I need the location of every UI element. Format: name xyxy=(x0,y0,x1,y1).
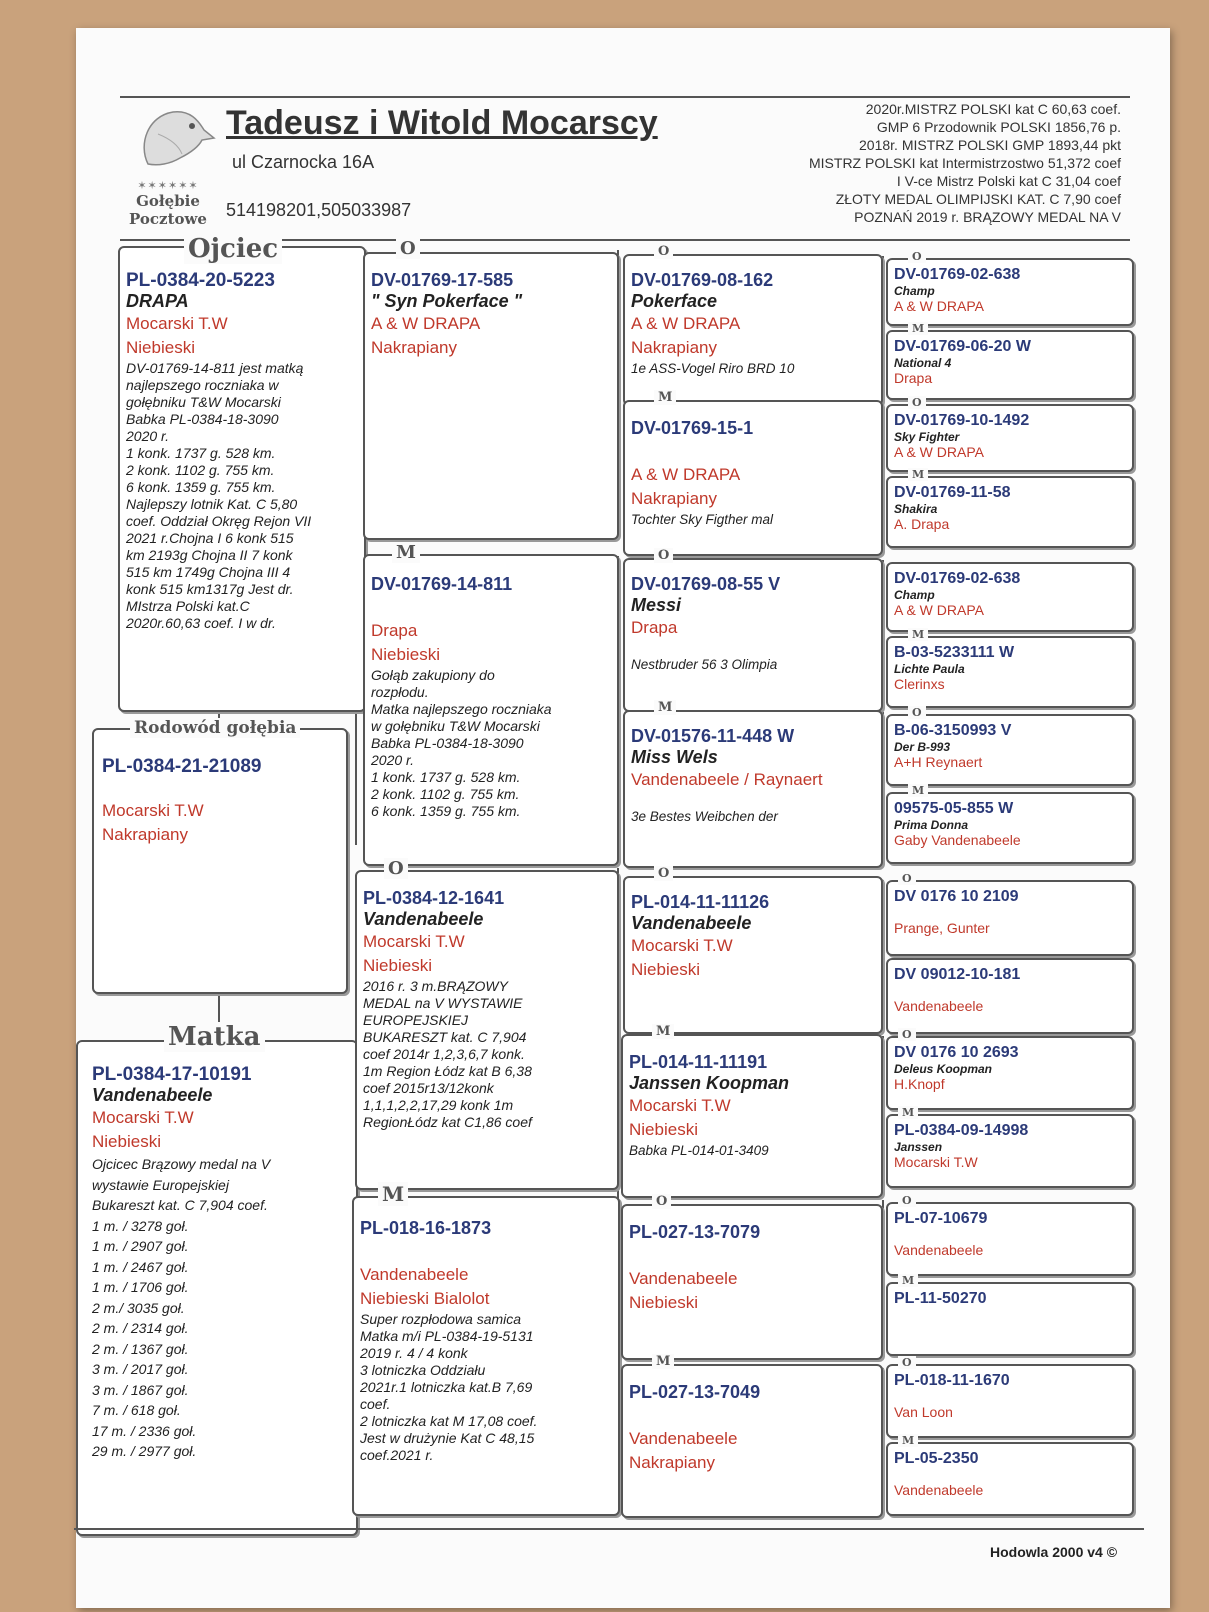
sex-label-o: O xyxy=(908,250,926,263)
pedigree-name: Der B-993 xyxy=(894,740,951,754)
pedigree-owner: Drapa xyxy=(631,618,678,637)
pedigree-notes: Babka PL-014-01-3409 xyxy=(629,1143,769,1158)
pedigree-owner: Mocarski T.W xyxy=(629,1096,731,1115)
gen4-card[interactable] xyxy=(886,1364,1134,1438)
mother-color: Niebieski xyxy=(92,1132,161,1151)
pedigree-notes: Nestbruder 56 3 Olimpia xyxy=(631,657,778,672)
father-ring: PL-0384-20-5223 xyxy=(126,270,275,291)
gen4-card[interactable] xyxy=(886,792,1134,864)
pedigree-ring: PL-018-16-1873 xyxy=(360,1218,492,1238)
father-name: DRAPA xyxy=(126,291,189,311)
subject-card[interactable] xyxy=(92,728,348,994)
achievements-list xyxy=(681,100,1121,226)
pedigree-name: Champ xyxy=(894,588,935,602)
pigeon-head-icon xyxy=(118,104,218,174)
pedigree-owner: H.Knopf xyxy=(894,1076,945,1092)
pedigree-owner: Vandenabeele xyxy=(894,998,984,1014)
pedigree-owner: Vandenabeele / Raynaert xyxy=(631,770,823,789)
pedigree-color: Niebieski xyxy=(631,960,700,979)
logo-text-line2: Pocztowe xyxy=(129,210,207,228)
pedigree-notes: 3e Bestes Weibchen der xyxy=(631,809,778,824)
pedigree-color: Niebieski xyxy=(363,956,432,975)
pedigree-notes: Gołąb zakupiony do rozpłodu. Matka najlepszego roczniaka w gołębniku T&W Mocarski Babka PL-0384-18-3090 2020 r. 1 konk. 1737 g. 528 km. 2 konk. 1102 g. 755 km. 6 konk. 1359 g. 755 km. xyxy=(371,667,552,819)
pedigree-color: Nakrapiany xyxy=(629,1453,715,1472)
pedigree-ring: PL-0384-09-14998 xyxy=(894,1122,1029,1139)
breeder-phone: 514198201,505033987 xyxy=(226,200,412,220)
pedigree-name: Champ xyxy=(894,284,935,298)
pedigree-ring: DV-01769-17-585 xyxy=(371,270,514,290)
achievement-item: POZNAŃ 2019 r. BRĄZOWY MEDAL NA V xyxy=(854,209,1121,225)
gen4-card[interactable] xyxy=(886,958,1134,1034)
father-color: Niebieski xyxy=(126,338,195,357)
pedigree-name: Janssen xyxy=(894,1140,943,1154)
footer-rule xyxy=(74,1528,1144,1530)
gen3-card[interactable] xyxy=(623,558,883,712)
gen4-card[interactable] xyxy=(886,1036,1134,1110)
pedigree-ring: B-03-5233111 W xyxy=(894,644,1015,661)
pedigree-owner: A & W DRAPA xyxy=(631,465,741,484)
sex-label-m: M xyxy=(898,1274,918,1287)
software-credit: Hodowla 2000 v4 © xyxy=(990,1544,1118,1560)
pedigree-owner: Vandenabeele xyxy=(629,1429,738,1448)
achievement-item: 2018r. MISTRZ POLSKI GMP 1893,44 pkt xyxy=(859,137,1121,153)
gen4-card[interactable] xyxy=(886,476,1134,548)
pedigree-ring: DV-01769-06-20 W xyxy=(894,338,1031,355)
sex-label-m: M xyxy=(908,784,928,797)
sex-label-m: M xyxy=(378,1182,408,1206)
pedigree-ring: DV-01769-08-162 xyxy=(631,270,774,290)
pedigree-name xyxy=(894,1390,1128,1404)
pedigree-ring: DV 0176 10 2693 xyxy=(894,1044,1019,1061)
granddam-maternal-card[interactable] xyxy=(352,1196,620,1516)
pedigree-owner: A. Drapa xyxy=(894,516,950,532)
pedigree-name: Vandenabeele xyxy=(631,913,752,933)
gen4-card[interactable] xyxy=(886,404,1134,472)
gen4-card[interactable] xyxy=(886,1282,1134,1356)
pedigree-name: Shakira xyxy=(894,502,938,516)
pedigree-ring: DV-01576-11-448 W xyxy=(631,726,795,746)
pedigree-ring: PL-027-13-7079 xyxy=(629,1222,761,1242)
pedigree-name: Janssen Koopman xyxy=(629,1073,790,1093)
sex-label-m: M xyxy=(654,390,676,405)
grandsire-maternal-card[interactable] xyxy=(355,870,619,1190)
pedigree-color: Niebieski xyxy=(629,1293,698,1312)
pedigree-owner: Gaby Vandenabeele xyxy=(894,832,1021,848)
pedigree-owner: Mocarski T.W xyxy=(363,932,465,951)
pedigree-ring: PL-014-11-11191 xyxy=(629,1052,768,1072)
pedigree-name xyxy=(629,1403,875,1427)
pedigree-ring: PL-0384-12-1641 xyxy=(363,888,505,908)
sex-label-o: O xyxy=(396,238,420,259)
pedigree-name: Deleus Koopman xyxy=(894,1062,993,1076)
pedigree-ring: PL-07-10679 xyxy=(894,1210,988,1227)
pedigree-name xyxy=(894,1468,1128,1482)
pedigree-ring: DV-01769-14-811 xyxy=(371,574,513,594)
pedigree-owner: A & W DRAPA xyxy=(894,298,984,314)
gen4-card[interactable] xyxy=(886,258,1134,326)
sex-label-o: O xyxy=(898,872,916,885)
gen4-card[interactable] xyxy=(886,880,1134,956)
sex-label-o: O xyxy=(898,1356,916,1369)
pedigree-notes: 1e ASS-Vogel Riro BRD 10 xyxy=(631,361,795,376)
pedigree-name xyxy=(629,1243,875,1267)
pedigree-notes: 2016 r. 3 m.BRĄZOWY MEDAL na V WYSTAWIE EUROPEJSKIEJ BUKARESZT kat. C 7,904 coef 2014r 1,2,3,6,7 konk. 1m Region Łódz kat B 6,38 coef 2015r13/12konk 1,1,1,2,2,17,29 konk 1m RegionŁódz kat C1,86 coef xyxy=(363,978,532,1130)
pedigree-owner: Drapa xyxy=(894,370,933,386)
sex-label-m: M xyxy=(654,700,676,715)
pedigree-ring: 09575-05-855 W xyxy=(894,800,1014,817)
gen3-card[interactable] xyxy=(623,254,883,406)
gen3-card[interactable] xyxy=(621,1204,883,1360)
pedigree-color: Niebieski Bialolot xyxy=(360,1289,490,1308)
mother-card[interactable] xyxy=(76,1040,358,1536)
pedigree-name xyxy=(631,439,875,463)
pedigree-ring: DV-01769-02-638 xyxy=(894,570,1021,587)
mother-ring: PL-0384-17-10191 xyxy=(92,1064,252,1085)
pedigree-ring: DV-01769-02-638 xyxy=(894,266,1021,283)
pedigree-name xyxy=(360,1239,612,1263)
achievement-item: 2020r.MISTRZ POLSKI kat C 60,63 coef. xyxy=(865,101,1121,117)
mother-owner: Mocarski T.W xyxy=(92,1108,194,1127)
sex-label-o: O xyxy=(654,244,673,259)
pedigree-name: Messi xyxy=(631,595,682,615)
sex-label-o: O xyxy=(384,858,408,879)
pedigree-name xyxy=(894,1228,1128,1242)
gen3-card[interactable] xyxy=(623,876,883,1034)
pedigree-name xyxy=(371,595,611,619)
achievement-item: I V-ce Mistrz Polski kat C 31,04 coef xyxy=(896,173,1121,189)
pedigree-ring: PL-014-11-11126 xyxy=(631,892,770,912)
pedigree-owner: Clerinxs xyxy=(894,676,945,692)
pedigree-owner: Vandenabeele xyxy=(629,1269,738,1288)
sex-label-m: M xyxy=(898,1434,918,1447)
breeder-title: Tadeusz i Witold Mocarscy xyxy=(226,104,658,142)
gen4-card[interactable] xyxy=(886,1202,1134,1276)
mother-label: Matka xyxy=(164,1022,265,1052)
breeder-address: ul Czarnocka 16A xyxy=(232,152,375,172)
pedigree-name: " Syn Pokerface " xyxy=(371,291,523,311)
subject-ring: PL-0384-21-21089 xyxy=(102,756,262,777)
pedigree-owner: Mocarski T.W xyxy=(894,1154,978,1170)
pedigree-color: Nakrapiany xyxy=(631,338,717,357)
mother-name: Vandenabeele xyxy=(92,1085,213,1105)
pedigree-owner: A & W DRAPA xyxy=(894,602,984,618)
gen3-card[interactable] xyxy=(623,710,883,868)
father-owner: Mocarski T.W xyxy=(126,314,228,333)
sex-label-m: M xyxy=(908,322,928,335)
sex-label-m: M xyxy=(392,542,420,563)
gen4-card[interactable] xyxy=(886,562,1134,632)
gen3-card[interactable] xyxy=(621,1364,883,1518)
father-notes: DV-01769-14-811 jest matką najlepszego roczniaka w gołębniku T&W Mocarski Babka PL-0384-18-3090 2020 r. 1 konk. 1737 g. 528 km. 2 konk. 1102 g. 755 km. 6 konk. 1359 g. 755 km. Najlepszy lotnik Kat. C 5,80 coef. Oddział Okręg Rejon VII 2021 r.Chojna I 6 konk 515 km 2193g Chojna II 7 konk 515 km 1749g Chojna III 4 konk 515 km1317g Jest dr. MIstrza Polski kat.C 2020r.60,63 coef. I w dr. xyxy=(126,360,312,631)
pigeon-logo xyxy=(118,104,218,228)
pedigree-notes: Super rozpłodowa samica Matka m/i PL-0384-19-5131 2019 r. 4 / 4 konk 3 lotniczka Oddziału 2021r.1 lotniczka kat.B 7,69 coef. 2 lotniczka kat M 17,08 coef. Jest w drużynie Kat C 48,15 coef.2021 r. xyxy=(360,1311,538,1463)
pedigree-owner: A & W DRAPA xyxy=(894,444,984,460)
pedigree-ring: DV-01769-11-58 xyxy=(894,484,1011,501)
pedigree-ring: PL-018-11-1670 xyxy=(894,1372,1010,1389)
pedigree-ring: PL-05-2350 xyxy=(894,1450,979,1467)
pedigree-ring: PL-11-50270 xyxy=(894,1290,987,1307)
pedigree-color: Nakrapiany xyxy=(371,338,457,357)
pedigree-name: Miss Wels xyxy=(631,747,718,767)
pedigree-name: Pokerface xyxy=(631,291,718,311)
achievement-item: ZŁOTY MEDAL OLIMPIJSKI KAT. C 7,90 coef xyxy=(835,191,1121,207)
sex-label-m: M xyxy=(652,1354,674,1369)
pedigree-owner: Drapa xyxy=(371,621,418,640)
pedigree-owner: Van Loon xyxy=(894,1404,953,1420)
father-label: Ojciec xyxy=(184,234,282,264)
gen3-card[interactable] xyxy=(623,400,883,556)
sex-label-m: M xyxy=(908,628,928,641)
pedigree-owner: Prange, Gunter xyxy=(894,920,990,936)
pedigree-ring: DV 09012-10-181 xyxy=(894,966,1021,983)
sex-label-m: M xyxy=(908,468,928,481)
pedigree-name xyxy=(894,984,1128,998)
gen3-card[interactable] xyxy=(621,1034,883,1198)
subject-color: Nakrapiany xyxy=(102,825,188,844)
pedigree-name: National 4 xyxy=(894,356,952,370)
sex-label-o: O xyxy=(908,706,926,719)
pedigree-color: Nakrapiany xyxy=(631,489,717,508)
pedigree-name: Prima Donna xyxy=(894,818,969,832)
pedigree-ring: PL-027-13-7049 xyxy=(629,1382,761,1402)
pedigree-owner: Vandenabeele xyxy=(894,1242,984,1258)
pedigree-name xyxy=(894,906,1128,920)
pedigree-ring: DV-01769-15-1 xyxy=(631,418,754,438)
gen4-card[interactable] xyxy=(886,1442,1134,1516)
pedigree-ring: B-06-3150993 V xyxy=(894,722,1012,739)
gen4-card[interactable] xyxy=(886,330,1134,400)
pedigree-owner: Vandenabeele xyxy=(894,1482,984,1498)
sex-label-o: O xyxy=(898,1028,916,1041)
pedigree-owner: A & W DRAPA xyxy=(371,314,481,333)
sex-label-o: O xyxy=(652,1194,671,1209)
gen4-card[interactable] xyxy=(886,714,1134,786)
mother-notes: Ojcicec Brązowy medal na V wystawie Europejskiej Bukareszt kat. C 7,904 coef. 1 m. / 3278 goł. 1 m. / 2907 goł. 1 m. / 2467 goł. 1 m. / 1706 goł. 2 m./ 3035 goł. 2 m. / 2314 goł. 2 m. / 1367 goł. 3 m. / 2017 goł. 3 m. / 1867 goł. 7 m. / 618 goł. 17 m. / 2336 goł. 29 m. / 2977 goł. xyxy=(92,1156,271,1459)
pedigree-ring: DV 0176 10 2109 xyxy=(894,888,1019,905)
pedigree-owner: A & W DRAPA xyxy=(631,314,741,333)
gen4-card[interactable] xyxy=(886,636,1134,708)
pedigree-name: Vandenabeele xyxy=(363,909,484,929)
pedigree-color: Niebieski xyxy=(371,645,440,664)
gen4-card[interactable] xyxy=(886,1114,1134,1188)
pedigree-ring: DV-01769-08-55 V xyxy=(631,574,781,594)
achievement-item: GMP 6 Przodownik POLSKI 1856,76 p. xyxy=(876,119,1121,135)
pedigree-owner: A+H Reynaert xyxy=(894,754,983,770)
pedigree-ring: DV-01769-10-1492 xyxy=(894,412,1030,429)
pedigree-label: Rodowód gołębia xyxy=(130,718,300,738)
pedigree-owner: Vandenabeele xyxy=(360,1265,469,1284)
header-top-rule xyxy=(120,96,1130,98)
pedigree-owner: Mocarski T.W xyxy=(631,936,733,955)
stars-row: ✶✶✶✶✶✶ xyxy=(137,180,199,192)
father-card[interactable] xyxy=(118,246,366,712)
granddam-paternal-card[interactable] xyxy=(363,554,619,866)
pedigree-name: Sky Fighter xyxy=(894,430,960,444)
logo-text-line1: Gołębie xyxy=(136,192,200,210)
pedigree-color: Niebieski xyxy=(629,1120,698,1139)
achievement-item: MISTRZ POLSKI kat Intermistrzostwo 51,372 coef xyxy=(809,155,1121,171)
sex-label-o: O xyxy=(654,866,673,881)
pedigree-name: Lichte Paula xyxy=(894,662,965,676)
pedigree-notes: Tochter Sky Figther mal xyxy=(631,512,774,527)
grandsire-paternal-card[interactable] xyxy=(363,252,619,540)
sex-label-o: O xyxy=(898,1194,916,1207)
sex-label-o: O xyxy=(654,548,673,563)
sex-label-m: M xyxy=(652,1024,674,1039)
sex-label-o: O xyxy=(908,396,926,409)
subject-owner: Mocarski T.W xyxy=(102,801,204,820)
sex-label-m: M xyxy=(898,1106,918,1119)
